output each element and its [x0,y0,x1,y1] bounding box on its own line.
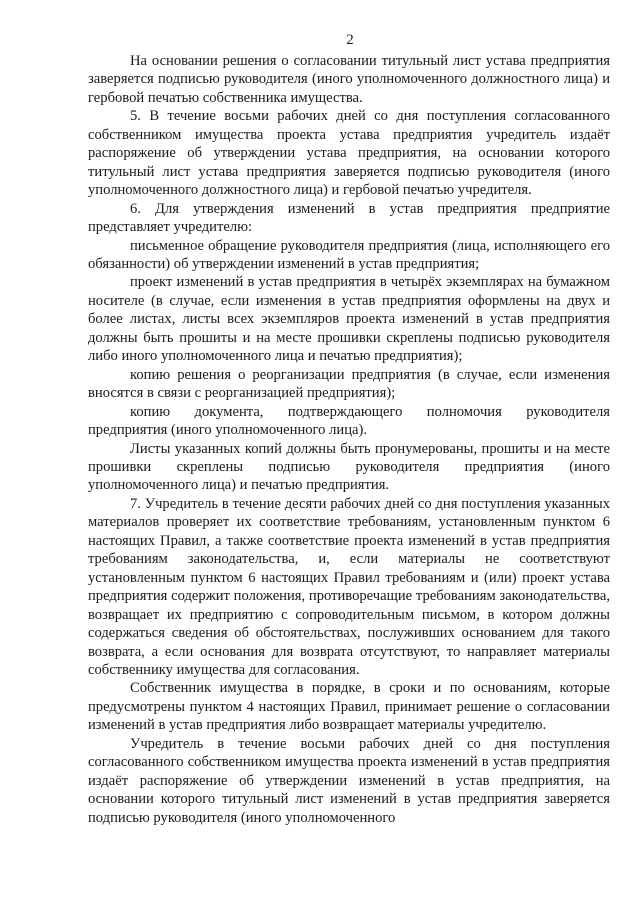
paragraph-draft-changes: проект изменений в устав предприятия в четырёх экземплярах на бумажном носителе (в случае, если изменения в устав предприятия оформлены на двух и более листах, листы всех экземпляров проекта изменений в устав предприятия должны быть прошиты и на месте прошивки скреплены подписью руководителя либо иного уполномоченного лица и печатью предприятия); [88,274,610,365]
paragraph-copies-sheets: Листы указанных копий должны быть пронумерованы, прошиты и на месте прошивки скреплены подписью руководителя предприятия (иного уполномоченного лица) и печатью предприятия. [88,440,610,494]
paragraph-reorganization-copy: копию решения о реорганизации предприятия (в случае, если изменения вносятся в связи с реорганизацией предприятия); [88,366,610,402]
document-body [88,52,610,827]
paragraph-title-approval: На основании решения о согласовании титульный лист устава предприятия заверяется подписью руководителя (иного уполномоченного должностного лица) и гербовой печатью собственника имущества. [88,53,610,106]
paragraph-item-6: 6. Для утверждения изменений в устав предприятия предприятие представляет учредителю: [88,200,610,236]
paragraph-founder-order: Учредитель в течение восьми рабочих дней со дня поступления согласованного собственником имущества проекта изменений в устав предприятия издаёт распоряжение об утверждении изменений в устав предприятия, на основании которого титульный лист изменений в устав предприятия заверяется подписью руководителя (иного уполномоченного [88,735,610,826]
paragraph-item-5: 5. В течение восьми рабочих дней со дня поступления согласованного собственником имущества проекта устава предприятия учредитель издаёт распоряжение об утверждении устава предприятия, на основании которого титульный лист устава предприятия заверяется подписью руководителя (иного уполномоченного должностного лица) и гербовой печатью учредителя. [88,108,610,199]
page-number: 2 [346,32,354,48]
paragraph-authority-copy: копию документа, подтверждающего полномочия руководителя предприятия (иного уполномоченного лица). [88,403,610,439]
paragraph-item-7: 7. Учредитель в течение десяти рабочих дней со дня поступления указанных материалов проверяет их соответствие требованиям, установленным пунктом 6 настоящих Правил, а также соответствие проекта изменений в устав предприятия требованиям законодательства, и, если материалы не соответствуют установленным пунктом 6 настоящих Правил требованиям и (или) проект устава предприятия содержит положения, противоречащие требованиям законодательства, возвращает их предприятию с сопроводительным письмом, в котором должны содержаться сведения об обстоятельствах, послуживших основанием для такого возврата, а если основания для возврата отсутствуют, то направляет материалы собственнику имущества для согласования. [88,495,610,678]
paragraph-owner-decision: Собственник имущества в порядке, в сроки и по основаниям, которые предусмотрены пунктом 4 настоящих Правил, принимает решение о согласовании изменений в устав предприятия либо возвращает материалы учредителю. [88,680,610,734]
paragraph-written-request: письменное обращение руководителя предприятия (лица, исполняющего его обязанности) об утверждении изменений в устав предприятия; [88,237,610,272]
